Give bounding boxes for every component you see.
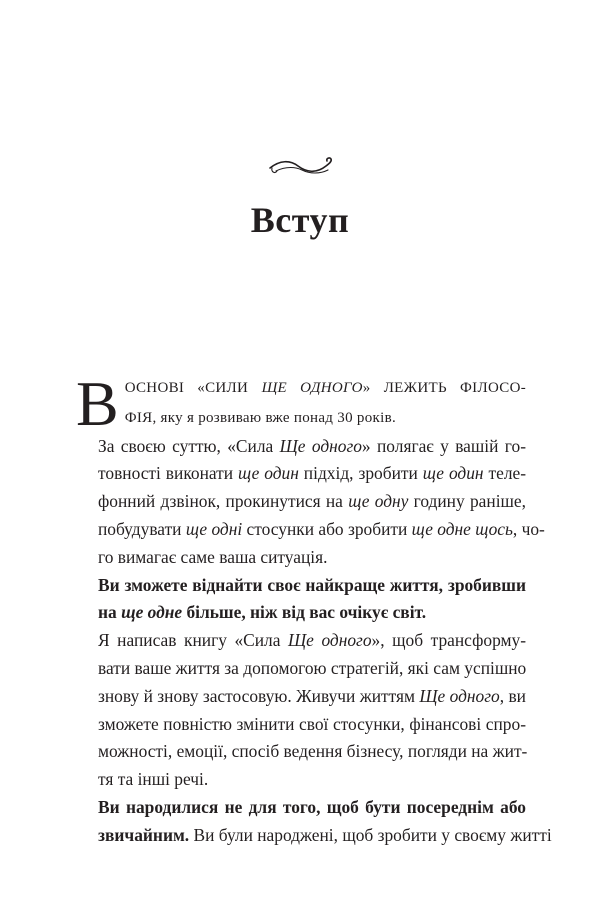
text-line: побудувати ще одні стосунки або зробити ще одне щось, чо- [98,518,545,539]
text-line: тя та інші речі. [98,769,209,790]
paragraph-born [76,794,552,850]
text-line: вати ваше життя за допомогою стратегій, які сам успішно [98,657,527,678]
text-line: звичайним. Ви були народжені, щоб зробити у своєму житті [98,824,552,845]
text-line: знову й знову застосовую. Живучи життям Ще одного, ви [98,685,526,706]
paragraph-intro [76,368,526,439]
text-line: Я написав книгу «Сила Ще одного», щоб трансформу- [98,630,526,651]
flourish-ornament-icon [268,156,334,178]
text-line: го вимагає саме ваша ситуація. [98,546,328,567]
text-line: зможете повністю змінити свої стосунки, фінансові спро- [98,713,526,734]
paragraph-essence [76,433,545,572]
body-text [76,368,552,850]
text-line: За своєю суттю, «Сила Ще одного» полягає у вашій го- [98,435,526,456]
text-line: товності виконати ще один підхід, зробити ще один теле- [98,463,527,484]
text-line: можності, емоції, спосіб ведення бізнесу, погляди на жит- [98,741,528,762]
text-line: Ви зможете віднайти своє найкраще життя, зробивши [98,574,526,595]
text-line: на ще одне більше, ніж від вас очікує світ. [98,602,427,623]
text-line: ФІЯ, яку я розвиваю вже понад 30 років. [124,409,397,426]
drop-cap: В [76,368,119,439]
text-line: Ви народилися не для того, щоб бути посереднім або [98,796,526,817]
paragraph-highlight [76,572,526,628]
text-line: фонний дзвінок, прокинутися на ще одну годину раніше, [98,491,526,512]
paragraph-book [76,627,526,794]
text-line: ОСНОВІ «СИЛИ ЩЕ ОДНОГО» ЛЕЖИТЬ ФІЛОСО- [124,380,526,396]
chapter-title: Вступ [250,200,350,240]
